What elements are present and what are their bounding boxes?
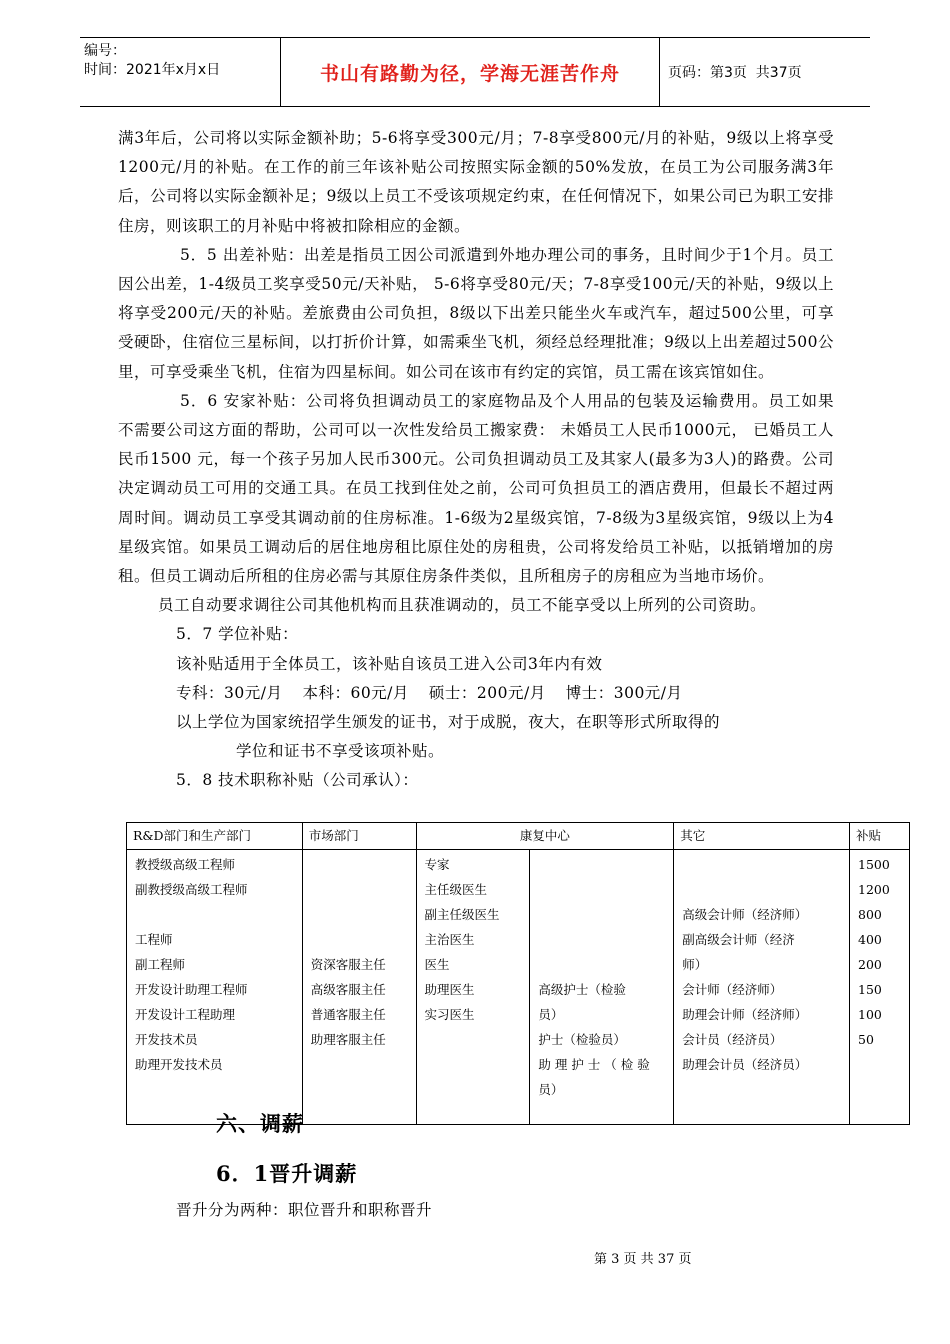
table-cell [538, 902, 667, 927]
table-cell: 开发设计工程助理 [135, 1007, 236, 1022]
header-right [660, 38, 870, 106]
paragraph-relocation-subsidy: 5．6 安家补贴：公司将负担调动员工的家庭物品及个人用品的包装及运输费用。员工如果 不需要公司这方面的帮助，公司可以一次性发给员工搬家费： 未婚员工人民币1000元， 已婚员工人民币1500 元，每一个孩子另加人民币300元。公司负担调动员工及其家人(最多为3人)的路费。公司决定调动员工可用的交通工具。在员工找到住处之前，公司可负担员工的酒店费用，但最长不超过两周时间。调动员工享受其调动前的住房标准。1-6级为2星级宾馆，7-8级为3星级宾馆，9级以上为4星级宾馆。如果员工调动后的居住地房租比原住处的房租贵，公司将发给员工补贴，以抵销增加的房租。但员工调动后所租的住房必需与其原住房条件类似，且所租房子的房租应为当地市场价。 [118, 391, 834, 586]
degree-rates [118, 679, 834, 708]
paragraph-housing: 满3年后，公司将以实际金额补助；5-6将享受300元/月；7-8享受800元/月的补贴，9级以上将享受1200元/月的补贴。在工作的前三年该补贴公司按照实际金额的50%发放，在员工为公司服务满3年后，公司将以实际金额补足；9级以上员工不受该项规定约束，在任何情况下，如果公司已为职工安排住房，则该职工的月补贴中将被扣除相应的金额。 [118, 129, 834, 235]
table-cell: 高级护士（检验 [538, 982, 626, 997]
other-column [674, 850, 850, 1125]
page-label: 页码：第3页 共37页 [668, 65, 802, 81]
degree-subsidy-title: 5．7 学位补贴： [176, 625, 299, 644]
table-row [127, 850, 910, 1125]
table-cell: 100 [858, 1007, 882, 1022]
degree-rate: 本科：60元/月 [302, 683, 409, 702]
table-cell: 会计师（经济师） [682, 982, 783, 997]
table-cell: 高级会计师（经济师） [682, 907, 808, 922]
table-cell: 150 [858, 982, 882, 997]
page-header [80, 37, 870, 107]
table-cell: 助理开发技术员 [135, 1057, 223, 1072]
column-header: 康复中心 [416, 823, 674, 850]
table-cell [135, 902, 296, 927]
subsection-heading: 6．1晋升调薪 [216, 1161, 358, 1186]
table-cell: 资深客服主任 [310, 957, 386, 972]
table-cell: 副教授级高级工程师 [135, 882, 248, 897]
paragraph-transfer-note: 员工自动要求调往公司其他机构而且获准调动的，员工不能享受以上所列的公司资助。 [158, 596, 767, 615]
section-text: 晋升分为两种：职位晋升和职称晋升 [176, 1201, 433, 1219]
document-body [118, 124, 834, 796]
table-cell: 开发技术员 [135, 1032, 198, 1047]
rehab-nurse-column [530, 850, 674, 1125]
table-cell: 50 [858, 1032, 874, 1047]
paragraph-travel-subsidy: 5．5 出差补贴：出差是指员工因公司派遣到外地办理公司的事务，且时间少于1个月。员工因公出差，1-4级员工奖享受50元/天补贴， 5-6将享受80元/天；7-8享受100元/天的补贴，9级以上将享受200元/天的补贴。差旅费由公司负担，8级以下出差只能坐火车或汽车，超过500公里，可享受硬卧，住宿位三星标间，以打折价计算，如需乘坐飞机，须经总经理批准；9级以上出差超过500公里，可享受乘坐飞机，住宿为四星标间。如公司在该市有约定的宾馆，员工需在该宾馆如住。 [118, 245, 834, 381]
table-cell: 助理医生 [424, 982, 475, 997]
market-column [302, 850, 416, 1125]
table-cell: 200 [858, 957, 882, 972]
column-header: 其它 [674, 823, 850, 850]
degree-note-1: 以上学位为国家统招学生颁发的证书，对于成脱，夜大，在职等形式所取得的 [176, 713, 721, 732]
table-cell: 实习医生 [424, 1007, 475, 1022]
table-cell: 800 [858, 907, 882, 922]
table-cell: 主治医生 [424, 932, 475, 947]
table-cell: 副工程师 [135, 957, 186, 972]
rd-column [127, 850, 303, 1125]
degree-rate: 博士：300元/月 [565, 683, 683, 702]
table-cell: 1200 [858, 882, 890, 897]
degree-rate: 专科：30元/月 [176, 683, 283, 702]
table-cell: 师） [682, 957, 708, 972]
table-cell [538, 852, 667, 877]
rehab-doctor-column [416, 850, 530, 1125]
table-cell: 副高级会计师（经济 [682, 932, 795, 947]
table-cell: 开发设计助理工程师 [135, 982, 248, 997]
subsidy-column [850, 850, 910, 1125]
table-cell [682, 877, 843, 902]
degree-note-2: 学位和证书不享受该项补贴。 [236, 742, 445, 761]
table-cell [538, 952, 667, 977]
table-cell: 400 [858, 932, 882, 947]
table-cell: 员） [538, 1082, 564, 1097]
title-subsidy-table [126, 822, 910, 1125]
page-footer: 第 3 页 共 37 页 [594, 1252, 692, 1267]
title-subsidy-heading: 5．8 技术职称补贴（公司承认）： [176, 771, 419, 790]
section-heading: 六、调薪 [216, 1111, 304, 1136]
table-cell: 1500 [858, 857, 890, 872]
table-cell: 员） [538, 1007, 564, 1022]
number-label: 编号： [84, 43, 126, 59]
header-motto: 书山有路勤为径，学海无涯苦作舟 [280, 38, 660, 106]
table-cell: 助理会计师（经济师） [682, 1007, 808, 1022]
degree-subsidy-desc: 该补贴适用于全体员工，该补贴自该员工进入公司3年内有效 [176, 654, 603, 673]
table-cell: 主任级医生 [424, 882, 488, 897]
table-cell [682, 852, 843, 877]
table-cell: 副主任级医生 [424, 907, 500, 922]
table-cell: 护士（检验员） [538, 1032, 626, 1047]
table-cell: 普通客服主任 [310, 1007, 386, 1022]
table-cell [538, 877, 667, 902]
table-cell [311, 927, 410, 952]
header-left [80, 38, 280, 106]
table-cell: 医生 [424, 957, 450, 972]
column-header: R&D部门和生产部门 [127, 823, 303, 850]
degree-rate: 硕士：200元/月 [428, 683, 546, 702]
time-label: 时间：2021年x月x日 [84, 62, 221, 78]
table-cell [538, 927, 667, 952]
table-header-row [127, 823, 910, 850]
table-cell [311, 902, 410, 927]
table-cell: 工程师 [135, 932, 173, 947]
table-cell: 教授级高级工程师 [135, 857, 236, 872]
table-cell [311, 852, 410, 877]
table-cell [311, 877, 410, 902]
table-cell: 助 理 护 士 （ 检 验 [538, 1057, 650, 1072]
table-cell: 高级客服主任 [310, 982, 386, 997]
table-cell: 助理客服主任 [310, 1032, 386, 1047]
column-header: 补贴 [850, 823, 910, 850]
table-cell: 会计员（经济员） [682, 1032, 783, 1047]
column-header: 市场部门 [302, 823, 416, 850]
table-cell: 助理会计员（经济员） [682, 1057, 808, 1072]
table-cell: 专家 [424, 857, 450, 872]
